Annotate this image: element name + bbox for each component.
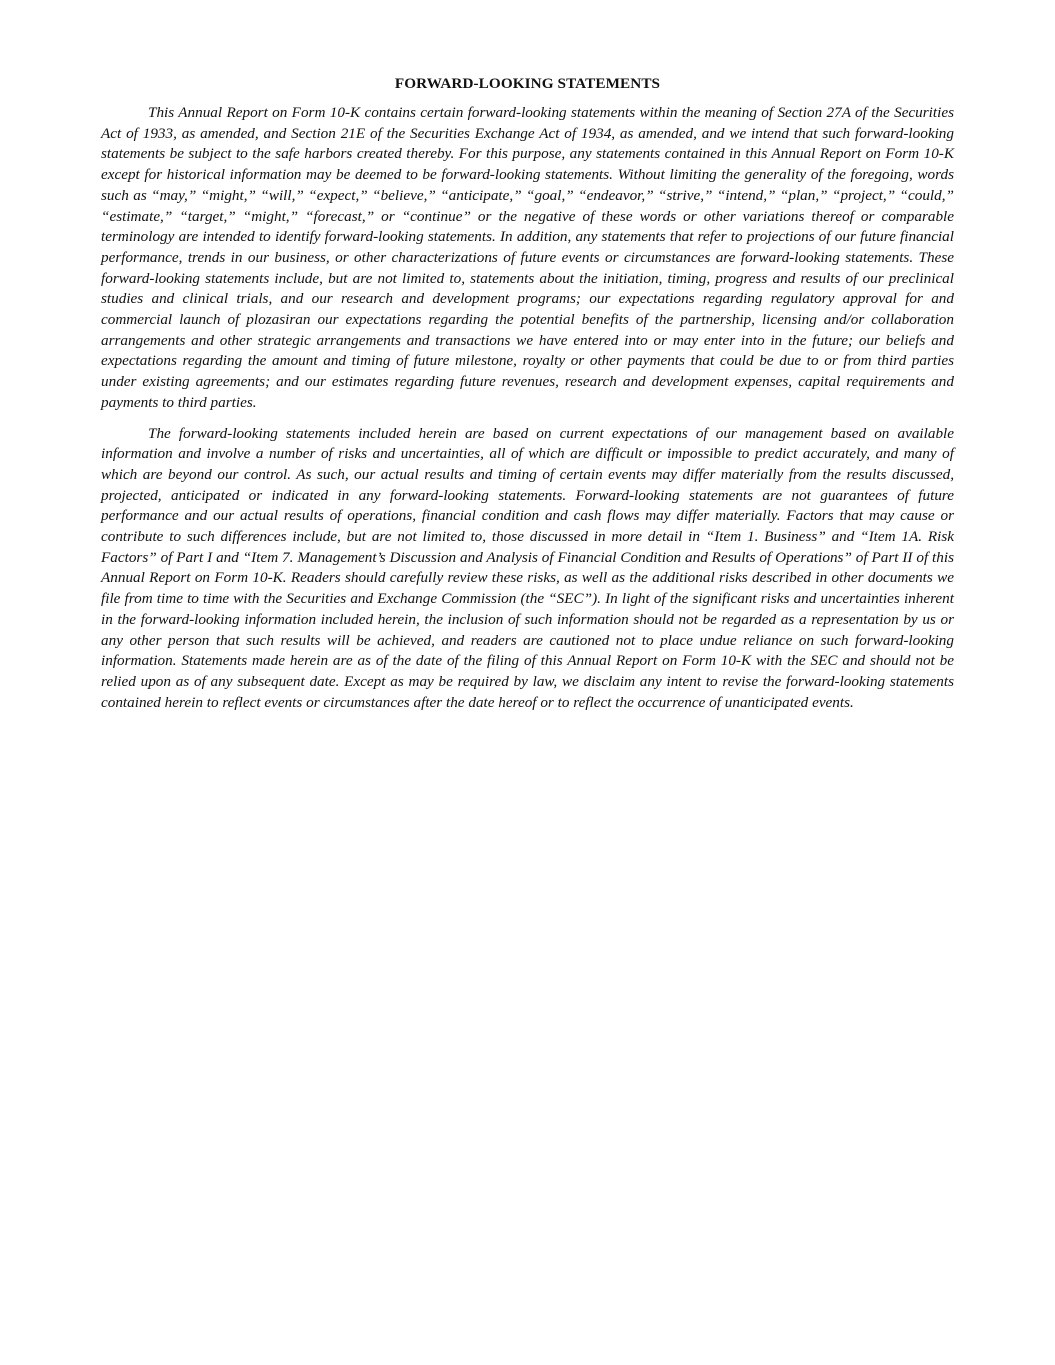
document-page xyxy=(101,74,954,723)
section-title: FORWARD-LOOKING STATEMENTS xyxy=(394,75,661,92)
paragraph-forward-looking-definition: This Annual Report on Form 10-K contains certain forward-looking statements within the meaning of Section 27A of the Securities Act of 1933, as amended, and Section 21E of the Securities Exchange Act of 1934, as amended, and we intend that such forward-looking statements be subject to the safe harbors created thereby. For this purpose, any statements contained in this Annual Report on Form 10-K except for historical information may be deemed to be forward-looking statements. Without limiting the generality of the foregoing, words such as “may,” “might,” “will,” “expect,” “believe,” “anticipate,” “goal,” “endeavor,” “strive,” “intend,” “plan,” “project,” “could,” “estimate,” “target,” “might,” “forecast,” or “continue” or the negative of these words or other variations thereof or comparable terminology are intended to identify forward-looking statements. In addition, any statements that refer to projections of our future financial performance, trends in our business, or other characterizations of future events or circumstances are forward-looking statements. These forward-looking statements include, but are not limited to, statements about the initiation, timing, progress and results of our preclinical studies and clinical trials, and our research and development programs; our expectations regarding regulatory approval for and commercial launch of plozasiran our expectations regarding the potential benefits of the partnership, licensing and/or collaboration arrangements and other strategic arrangements and transactions we have entered into or may enter into in the future; our beliefs and expectations regarding the amount and timing of future milestone, royalty or other payments that could be due to or from third parties under existing agreements; and our estimates regarding future revenues, research and development expenses, capital requirements and payments to third parties. xyxy=(101,104,954,411)
paragraph-risks-and-uncertainties: The forward-looking statements included herein are based on current expectations of our management based on available information and involve a number of risks and uncertainties, all of which are difficult or impossible to predict accurately, and many of which are beyond our control. As such, our actual results and timing of certain events may differ materially from the results discussed, projected, anticipated or indicated in any forward-looking statements. Forward-looking statements are not guarantees of future performance and our actual results of operations, financial condition and cash flows may differ materially. Factors that may cause or contribute to such differences include, but are not limited to, those discussed in more detail in “Item 1. Business” and “Item 1A. Risk Factors” of Part I and “Item 7. Management’s Discussion and Analysis of Financial Condition and Results of Operations” of Part II of this Annual Report on Form 10-K. Readers should carefully review these risks, as well as the additional risks described in other documents we file from time to time with the Securities and Exchange Commission (the “SEC”). In light of the significant risks and uncertainties inherent in the forward-looking information included herein, the inclusion of such information should not be regarded as a representation by us or any other person that such results will be achieved, and readers are cautioned not to place undue reliance on such forward-looking information. Statements made herein are as of the date of the filing of this Annual Report on Form 10-K with the SEC and should not be relied upon as of any subsequent date. Except as may be required by law, we disclaim any intent to revise the forward-looking statements contained herein to reflect events or circumstances after the date hereof or to reflect the occurrence of unanticipated events. xyxy=(101,424,954,711)
